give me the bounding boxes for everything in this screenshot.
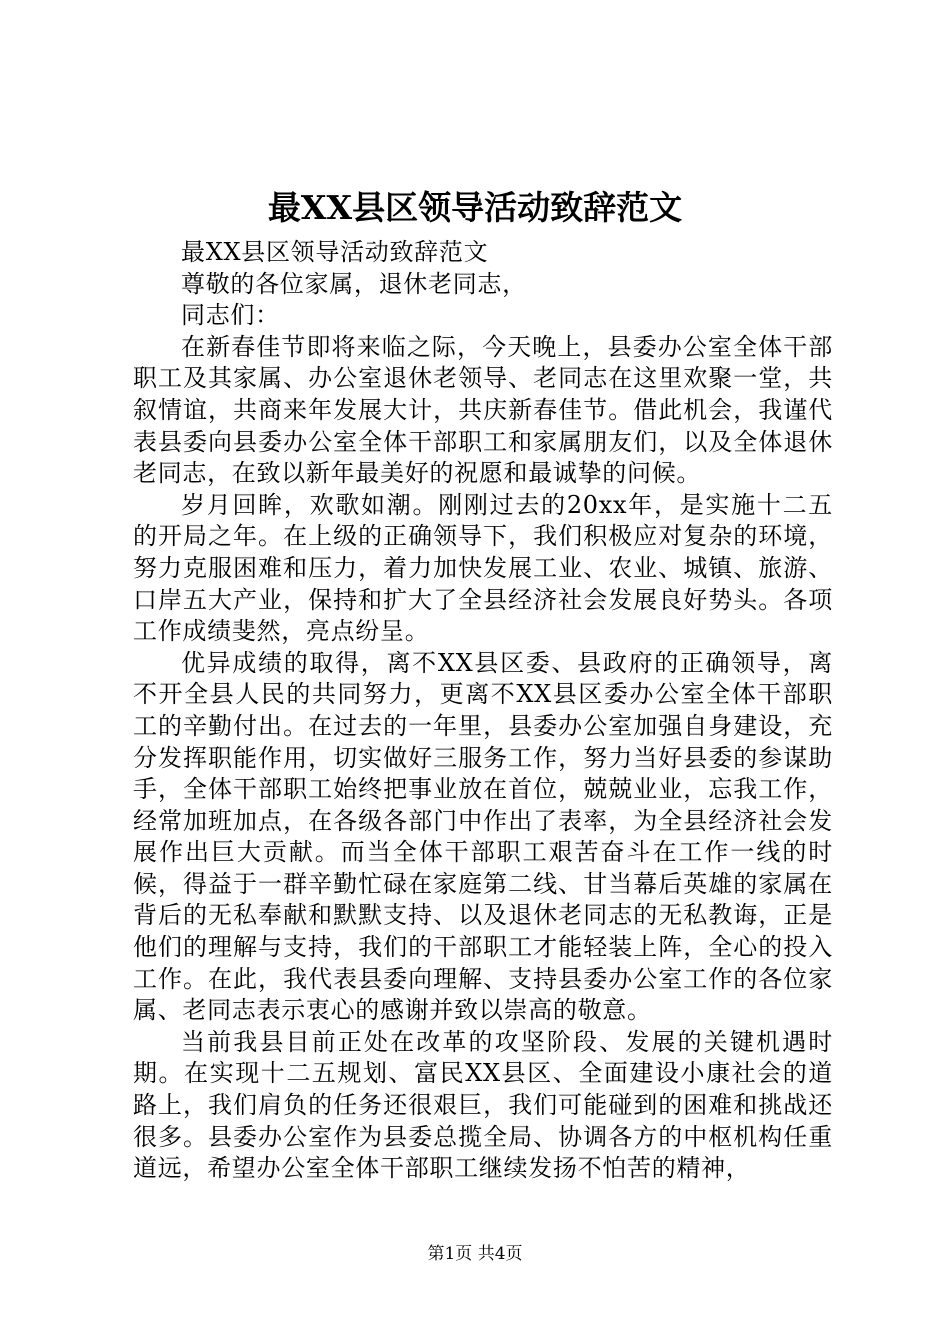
paragraph-body: 当前我县目前正处在改革的攻坚阶段、发展的关键机遇时期。在实现十二五规划、富民XX县区、全面建设小康社会的道路上，我们肩负的任务还很艰巨，我们可能碰到的困难和挑战还很多。县委办公室作为县委总揽全局、协调各方的中枢机构任重道远，希望办公室全体干部职工继续发扬不怕苦的精神， <box>133 1027 833 1183</box>
page-number-footer: 第1页 共4页 <box>427 1244 523 1264</box>
paragraph-body: 在新春佳节即将来临之际，今天晚上，县委办公室全体干部职工及其家属、办公室退休老领导、老同志在这里欢聚一堂，共叙情谊，共商来年发展大计，共庆新春佳节。借此机会，我谨代表县委向县委办公室全体干部职工和家属朋友们，以及全体退休老同志，在致以新年最美好的祝愿和最诚挚的问候。 <box>133 332 833 488</box>
paragraph-salutation: 尊敬的各位家属，退休老同志， <box>181 269 527 298</box>
paragraph-subtitle: 最XX县区领导活动致辞范文 <box>181 238 489 266</box>
document-body <box>133 237 833 1185</box>
paragraph-body: 岁月回眸，欢歌如潮。刚刚过去的20xx年，是实施十二五的开局之年。在上级的正确领导下，我们积极应对复杂的环境，努力克服困难和压力，着力加快发展工业、农业、城镇、旅游、口岸五大产业，保持和扩大了全县经济社会发展良好势头。各项工作成绩斐然，亮点纷呈。 <box>133 490 833 646</box>
paragraph-greeting: 同志们： <box>181 301 280 330</box>
paragraph-body: 优异成绩的取得，离不XX县区委、县政府的正确领导，离不开全县人民的共同努力，更离不XX县区委办公室全体干部职工的辛勤付出。在过去的一年里，县委办公室加强自身建设，充分发挥职能作用，切实做好三服务工作，努力当好县委的参谋助手，全体干部职工始终把事业放在首位，兢兢业业，忘我工作，经常加班加点，在各级各部门中作出了表率，为全县经济社会发展作出巨大贡献。而当全体干部职工艰苦奋斗在工作一线的时候，得益于一群辛勤忙碌在家庭第二线、甘当幕后英雄的家属在背后的无私奉献和默默支持、以及退休老同志的无私教诲，正是他们的理解与支持，我们的干部职工才能轻装上阵，全心的投入工作。在此，我代表县委向理解、支持县委办公室工作的各位家属、老同志表示衷心的感谢并致以崇高的敬意。 <box>133 648 833 1025</box>
document-title: 最XX县区领导活动致辞范文 <box>267 188 683 227</box>
